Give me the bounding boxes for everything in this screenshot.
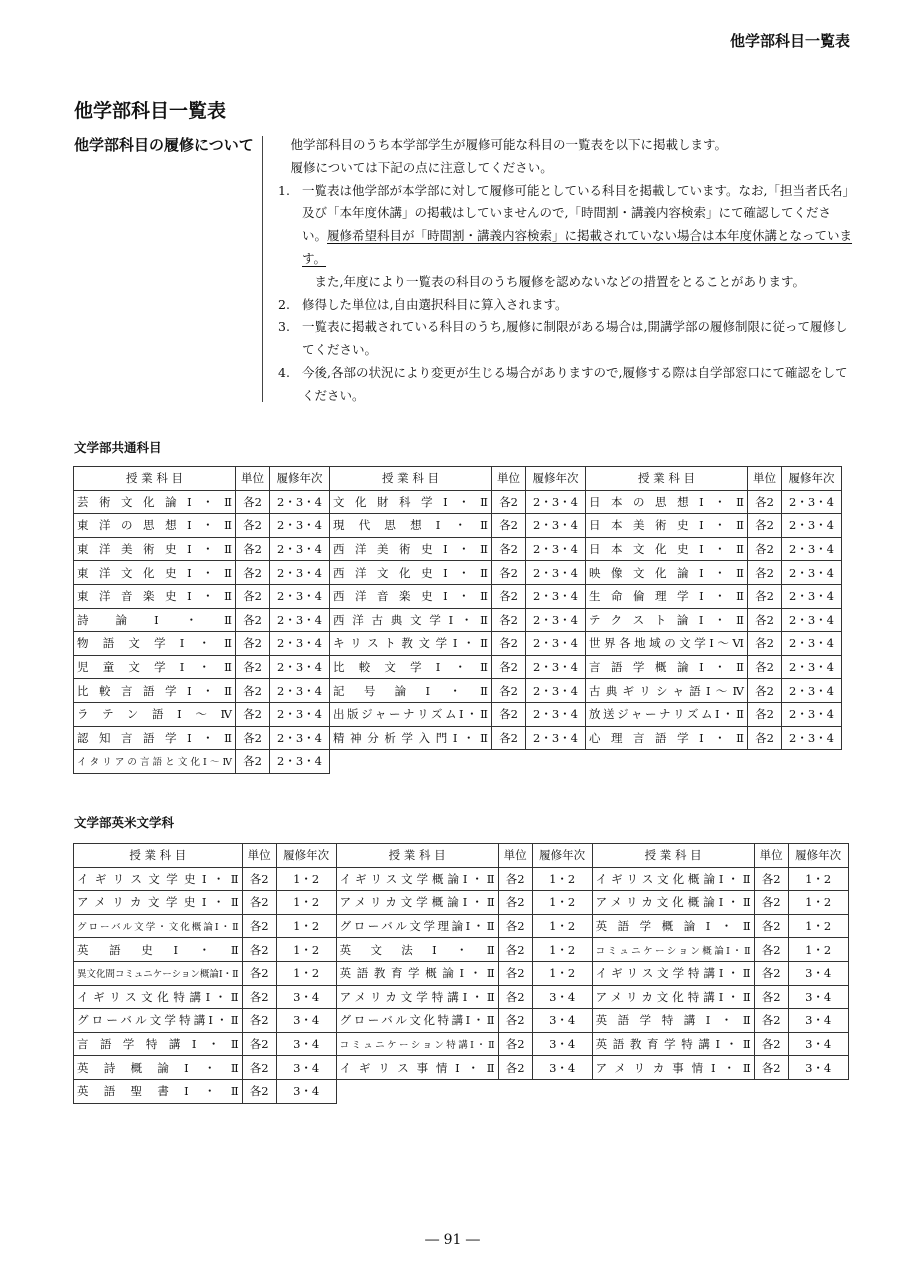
course-units: 各2	[754, 1032, 788, 1056]
course-units: 各2	[748, 608, 782, 632]
course-year: 3・4	[276, 985, 336, 1009]
course-name: 生命倫理学Ⅰ・Ⅱ	[586, 584, 748, 608]
course-units: 各2	[748, 537, 782, 561]
course-units: 各2	[498, 961, 532, 985]
course-name: テクスト論Ⅰ・Ⅱ	[586, 608, 748, 632]
course-units: 各2	[236, 726, 270, 750]
course-name: 英語教育学特講Ⅰ・Ⅱ	[592, 1032, 754, 1056]
course-year: 3・4	[276, 1032, 336, 1056]
course-units: 各2	[498, 938, 532, 962]
table-header-row	[74, 467, 842, 491]
course-year: 2・3・4	[270, 608, 330, 632]
course-year: 2・3・4	[270, 726, 330, 750]
table-row	[74, 679, 842, 703]
course-name: 出版ジャーナリズムⅠ・Ⅱ	[330, 702, 492, 726]
empty-cell	[498, 1079, 532, 1103]
table-row	[74, 1079, 849, 1103]
course-year: 1・2	[276, 938, 336, 962]
empty-cell	[492, 750, 526, 774]
course-name: 英詩概論Ⅰ・Ⅱ	[74, 1056, 243, 1080]
vertical-divider	[262, 136, 263, 402]
table-row	[74, 702, 842, 726]
empty-cell	[788, 1079, 848, 1103]
course-units: 各2	[492, 537, 526, 561]
course-year: 2・3・4	[782, 537, 842, 561]
course-units: 各2	[242, 914, 276, 938]
course-name: グローバル文学理論Ⅰ・Ⅱ	[336, 914, 498, 938]
running-head: 他学部科目一覧表	[729, 32, 850, 50]
course-units: 各2	[492, 584, 526, 608]
column-header-unit: 単位	[754, 844, 788, 868]
course-table-literature-common	[73, 466, 842, 774]
course-name: 英語学概論Ⅰ・Ⅱ	[592, 914, 754, 938]
course-name: イギリス文学特講Ⅰ・Ⅱ	[592, 961, 754, 985]
course-units: 各2	[242, 1032, 276, 1056]
course-year: 2・3・4	[782, 655, 842, 679]
course-units: 各2	[236, 537, 270, 561]
course-name: 比較言語学Ⅰ・Ⅱ	[74, 679, 236, 703]
course-year: 2・3・4	[526, 514, 586, 538]
table-header-row	[74, 844, 849, 868]
table-row	[74, 961, 849, 985]
course-name: ラテン語Ⅰ～Ⅳ	[74, 702, 236, 726]
course-units: 各2	[498, 867, 532, 891]
note-1	[278, 180, 853, 294]
column-header-subject: 授 業 科 目	[592, 844, 754, 868]
empty-cell	[748, 750, 782, 774]
course-units: 各2	[754, 914, 788, 938]
course-units: 各2	[748, 679, 782, 703]
course-units: 各2	[748, 584, 782, 608]
course-name: イギリス文化特講Ⅰ・Ⅱ	[74, 985, 243, 1009]
course-units: 各2	[236, 490, 270, 514]
course-year: 1・2	[788, 914, 848, 938]
course-name: イギリス事情Ⅰ・Ⅱ	[336, 1056, 498, 1080]
course-year: 3・4	[788, 985, 848, 1009]
course-units: 各2	[236, 561, 270, 585]
course-name: 西洋美術史Ⅰ・Ⅱ	[330, 537, 492, 561]
intro-paragraph: 他学部科目のうち本学部学生が履修可能な科目の一覧表を以下に掲載します。	[290, 137, 728, 152]
course-units: 各2	[754, 985, 788, 1009]
column-header-unit: 単位	[492, 467, 526, 491]
course-year: 3・4	[532, 1009, 592, 1033]
course-units: 各2	[492, 655, 526, 679]
course-name: コミュニケーション特講Ⅰ・Ⅱ	[336, 1032, 498, 1056]
course-units: 各2	[242, 985, 276, 1009]
course-name: 現代思想Ⅰ・Ⅱ	[330, 514, 492, 538]
course-year: 3・4	[788, 1009, 848, 1033]
table-row	[74, 490, 842, 514]
course-name: 英語教育学概論Ⅰ・Ⅱ	[336, 961, 498, 985]
empty-cell	[532, 1079, 592, 1103]
course-units: 各2	[236, 679, 270, 703]
course-name: 物語文学Ⅰ・Ⅱ	[74, 632, 236, 656]
course-year: 1・2	[788, 867, 848, 891]
course-units: 各2	[242, 938, 276, 962]
course-name: 英語聖書Ⅰ・Ⅱ	[74, 1079, 243, 1103]
course-year: 2・3・4	[782, 702, 842, 726]
column-header-year: 履修年次	[532, 844, 592, 868]
course-name: コミュニケーション概論Ⅰ・Ⅱ	[592, 938, 754, 962]
course-year: 1・2	[788, 891, 848, 915]
course-year: 2・3・4	[782, 514, 842, 538]
course-units: 各2	[236, 702, 270, 726]
course-year: 2・3・4	[270, 702, 330, 726]
course-units: 各2	[498, 985, 532, 1009]
course-name: 比較文学Ⅰ・Ⅱ	[330, 655, 492, 679]
note-underlined-text: 履修希望科目が「時間割・講義内容検索」に掲載されていない場合は本年度休講となっています。	[302, 228, 853, 266]
column-header-year: 履修年次	[788, 844, 848, 868]
course-year: 2・3・4	[270, 537, 330, 561]
table-row	[74, 655, 842, 679]
course-name: 芸術文化論Ⅰ・Ⅱ	[74, 490, 236, 514]
empty-cell	[592, 1079, 754, 1103]
course-units: 各2	[236, 584, 270, 608]
course-units: 各2	[754, 938, 788, 962]
course-year: 2・3・4	[270, 655, 330, 679]
table-row	[74, 1032, 849, 1056]
table-row	[74, 608, 842, 632]
course-name: アメリカ文学史Ⅰ・Ⅱ	[74, 891, 243, 915]
course-units: 各2	[492, 632, 526, 656]
column-header-year: 履修年次	[276, 844, 336, 868]
course-year: 3・4	[532, 1032, 592, 1056]
course-name: 西洋文化史Ⅰ・Ⅱ	[330, 561, 492, 585]
course-year: 1・2	[532, 938, 592, 962]
table-row	[74, 1056, 849, 1080]
table-row	[74, 985, 849, 1009]
note-text: また,年度により一覧表の科目のうち履修を認めないなどの措置をとることがあります。	[314, 273, 805, 289]
column-header-unit: 単位	[242, 844, 276, 868]
course-year: 3・4	[276, 1079, 336, 1103]
table-row	[74, 584, 842, 608]
course-year: 2・3・4	[526, 726, 586, 750]
section-title-literature-common: 文学部共通科目	[74, 440, 162, 455]
course-units: 各2	[242, 1009, 276, 1033]
course-units: 各2	[754, 961, 788, 985]
course-year: 2・3・4	[782, 679, 842, 703]
course-name: 日本文化史Ⅰ・Ⅱ	[586, 537, 748, 561]
course-name: 西洋音楽史Ⅰ・Ⅱ	[330, 584, 492, 608]
course-year: 2・3・4	[782, 490, 842, 514]
course-name: 英語史Ⅰ・Ⅱ	[74, 938, 243, 962]
course-units: 各2	[242, 1079, 276, 1103]
course-units: 各2	[748, 632, 782, 656]
intro-paragraph: 履修については下記の点に注意してください。	[290, 159, 553, 175]
course-year: 2・3・4	[526, 655, 586, 679]
course-name: グローバル文学特講Ⅰ・Ⅱ	[74, 1009, 243, 1033]
course-name: 世界各地域の文学Ⅰ～Ⅵ	[586, 632, 748, 656]
note-text: 今後,各部の状況により変更が生じる場合がありますので,履修する際は自学部窓口にて確認をしてください。	[302, 364, 848, 403]
course-units: 各2	[748, 490, 782, 514]
course-units: 各2	[242, 891, 276, 915]
course-units: 各2	[236, 514, 270, 538]
note-3	[278, 316, 853, 362]
course-units: 各2	[748, 655, 782, 679]
course-name: アメリカ文化概論Ⅰ・Ⅱ	[592, 891, 754, 915]
course-year: 2・3・4	[782, 632, 842, 656]
course-units: 各2	[498, 1009, 532, 1033]
table-row	[74, 537, 842, 561]
course-units: 各2	[748, 702, 782, 726]
note-2	[278, 294, 853, 317]
course-year: 1・2	[276, 961, 336, 985]
course-year: 1・2	[788, 938, 848, 962]
course-units: 各2	[242, 961, 276, 985]
course-name: 映像文化論Ⅰ・Ⅱ	[586, 561, 748, 585]
course-year: 2・3・4	[526, 584, 586, 608]
column-header-year: 履修年次	[270, 467, 330, 491]
course-name: 精神分析学入門Ⅰ・Ⅱ	[330, 726, 492, 750]
course-name: イタリアの言語と文化Ⅰ～Ⅳ	[74, 750, 236, 774]
course-name: 心理言語学Ⅰ・Ⅱ	[586, 726, 748, 750]
course-name: イギリス文化概論Ⅰ・Ⅱ	[592, 867, 754, 891]
course-year: 1・2	[532, 867, 592, 891]
intro-heading: 他学部科目の履修について	[74, 136, 254, 154]
course-units: 各2	[492, 561, 526, 585]
course-units: 各2	[242, 867, 276, 891]
course-units: 各2	[492, 679, 526, 703]
course-name: 言語学特講Ⅰ・Ⅱ	[74, 1032, 243, 1056]
course-year: 2・3・4	[270, 561, 330, 585]
table-row	[74, 632, 842, 656]
course-name: 東洋の思想Ⅰ・Ⅱ	[74, 514, 236, 538]
intro-body	[278, 134, 853, 408]
course-year: 2・3・4	[526, 537, 586, 561]
course-year: 3・4	[276, 1056, 336, 1080]
course-name: 児童文学Ⅰ・Ⅱ	[74, 655, 236, 679]
page-number: ― 91 ―	[425, 1232, 480, 1248]
column-header-subject: 授 業 科 目	[336, 844, 498, 868]
course-units: 各2	[754, 891, 788, 915]
course-units: 各2	[498, 891, 532, 915]
course-year: 3・4	[532, 985, 592, 1009]
course-name: 西洋古典文学Ⅰ・Ⅱ	[330, 608, 492, 632]
course-name: 詩論Ⅰ・Ⅱ	[74, 608, 236, 632]
table-row	[74, 514, 842, 538]
course-year: 2・3・4	[526, 561, 586, 585]
course-units: 各2	[498, 1056, 532, 1080]
course-name: グローバル文化特講Ⅰ・Ⅱ	[336, 1009, 498, 1033]
course-name: 文化財科学Ⅰ・Ⅱ	[330, 490, 492, 514]
course-units: 各2	[236, 750, 270, 774]
empty-cell	[330, 750, 492, 774]
course-year: 3・4	[788, 961, 848, 985]
column-header-unit: 単位	[236, 467, 270, 491]
course-units: 各2	[492, 514, 526, 538]
column-header-subject: 授 業 科 目	[74, 844, 243, 868]
course-year: 2・3・4	[526, 679, 586, 703]
course-year: 1・2	[276, 914, 336, 938]
course-name: 東洋美術史Ⅰ・Ⅱ	[74, 537, 236, 561]
course-year: 1・2	[532, 914, 592, 938]
note-number: 1.	[278, 182, 290, 198]
course-name: アメリカ文学概論Ⅰ・Ⅱ	[336, 891, 498, 915]
note-text: 一覧表は他学部が本学部に対して履修可能としている科目を掲載しています。なお,「担当者氏名」及び「本年度休講」の掲載はしていませんので,「時間割・講義内容検索」にて確認してください。	[302, 182, 849, 244]
course-units: 各2	[754, 1056, 788, 1080]
course-name: 記号論Ⅰ・Ⅱ	[330, 679, 492, 703]
course-units: 各2	[492, 702, 526, 726]
course-units: 各2	[748, 726, 782, 750]
column-header-unit: 単位	[498, 844, 532, 868]
note-4	[278, 362, 853, 408]
course-units: 各2	[236, 608, 270, 632]
course-name: 日本美術史Ⅰ・Ⅱ	[586, 514, 748, 538]
course-name: キリスト教文学Ⅰ・Ⅱ	[330, 632, 492, 656]
course-units: 各2	[498, 1032, 532, 1056]
course-year: 3・4	[276, 1009, 336, 1033]
column-header-year: 履修年次	[526, 467, 586, 491]
course-name: 異文化間コミュニケーション概論Ⅰ・Ⅱ	[74, 961, 243, 985]
course-name: アメリカ文化特講Ⅰ・Ⅱ	[592, 985, 754, 1009]
table-row	[74, 938, 849, 962]
course-year: 2・3・4	[526, 608, 586, 632]
course-name: グローバル文学・文化概論Ⅰ・Ⅱ	[74, 914, 243, 938]
column-header-unit: 単位	[748, 467, 782, 491]
table-row	[74, 561, 842, 585]
course-year: 3・4	[532, 1056, 592, 1080]
course-name: 古典ギリシャ語Ⅰ～Ⅳ	[586, 679, 748, 703]
table-row	[74, 914, 849, 938]
course-year: 2・3・4	[526, 632, 586, 656]
course-name: 英文法Ⅰ・Ⅱ	[336, 938, 498, 962]
table-row	[74, 1009, 849, 1033]
note-number: 4.	[278, 364, 290, 380]
course-table-english-literature	[73, 843, 849, 1104]
course-name: 日本の思想Ⅰ・Ⅱ	[586, 490, 748, 514]
course-year: 2・3・4	[270, 679, 330, 703]
column-header-subject: 授 業 科 目	[586, 467, 748, 491]
column-header-subject: 授 業 科 目	[330, 467, 492, 491]
course-year: 1・2	[532, 891, 592, 915]
course-year: 2・3・4	[270, 584, 330, 608]
course-units: 各2	[242, 1056, 276, 1080]
course-year: 1・2	[276, 867, 336, 891]
course-year: 3・4	[788, 1056, 848, 1080]
course-units: 各2	[492, 608, 526, 632]
course-name: 言語学概論Ⅰ・Ⅱ	[586, 655, 748, 679]
course-name: 東洋文化史Ⅰ・Ⅱ	[74, 561, 236, 585]
table-row	[74, 867, 849, 891]
course-units: 各2	[754, 1009, 788, 1033]
course-name: アメリカ事情Ⅰ・Ⅱ	[592, 1056, 754, 1080]
course-year: 1・2	[276, 891, 336, 915]
course-units: 各2	[492, 490, 526, 514]
course-name: イギリス文学概論Ⅰ・Ⅱ	[336, 867, 498, 891]
empty-cell	[586, 750, 748, 774]
course-year: 2・3・4	[782, 561, 842, 585]
note-text: 一覧表に掲載されている科目のうち,履修に制限がある場合は,開講学部の履修制限に従って履修してください。	[302, 319, 848, 358]
course-units: 各2	[748, 561, 782, 585]
course-name: 東洋音楽史Ⅰ・Ⅱ	[74, 584, 236, 608]
note-text: 修得した単位は,自由選択科目に算入されます。	[302, 296, 568, 312]
course-year: 2・3・4	[270, 750, 330, 774]
course-year: 3・4	[788, 1032, 848, 1056]
table-row	[74, 750, 842, 774]
course-name: 英語学特講Ⅰ・Ⅱ	[592, 1009, 754, 1033]
column-header-subject: 授 業 科 目	[74, 467, 236, 491]
course-units: 各2	[492, 726, 526, 750]
course-units: 各2	[748, 514, 782, 538]
table-row	[74, 891, 849, 915]
course-year: 1・2	[532, 961, 592, 985]
course-units: 各2	[236, 655, 270, 679]
empty-cell	[336, 1079, 498, 1103]
table-row	[74, 726, 842, 750]
course-name: イギリス文学史Ⅰ・Ⅱ	[74, 867, 243, 891]
column-header-year: 履修年次	[782, 467, 842, 491]
course-units: 各2	[236, 632, 270, 656]
course-units: 各2	[754, 867, 788, 891]
course-year: 2・3・4	[782, 608, 842, 632]
section-title-english-literature: 文学部英米文学科	[74, 815, 175, 830]
course-year: 2・3・4	[526, 490, 586, 514]
note-number: 3.	[278, 319, 290, 335]
note-number: 2.	[278, 296, 290, 312]
course-year: 2・3・4	[782, 584, 842, 608]
course-year: 2・3・4	[270, 514, 330, 538]
course-name: アメリカ文学特講Ⅰ・Ⅱ	[336, 985, 498, 1009]
empty-cell	[754, 1079, 788, 1103]
course-year: 2・3・4	[270, 490, 330, 514]
empty-cell	[782, 750, 842, 774]
empty-cell	[526, 750, 586, 774]
course-name: 放送ジャーナリズムⅠ・Ⅱ	[586, 702, 748, 726]
course-name: 認知言語学Ⅰ・Ⅱ	[74, 726, 236, 750]
course-units: 各2	[498, 914, 532, 938]
course-year: 2・3・4	[782, 726, 842, 750]
course-year: 2・3・4	[270, 632, 330, 656]
page-title: 他学部科目一覧表	[74, 100, 227, 122]
course-year: 2・3・4	[526, 702, 586, 726]
